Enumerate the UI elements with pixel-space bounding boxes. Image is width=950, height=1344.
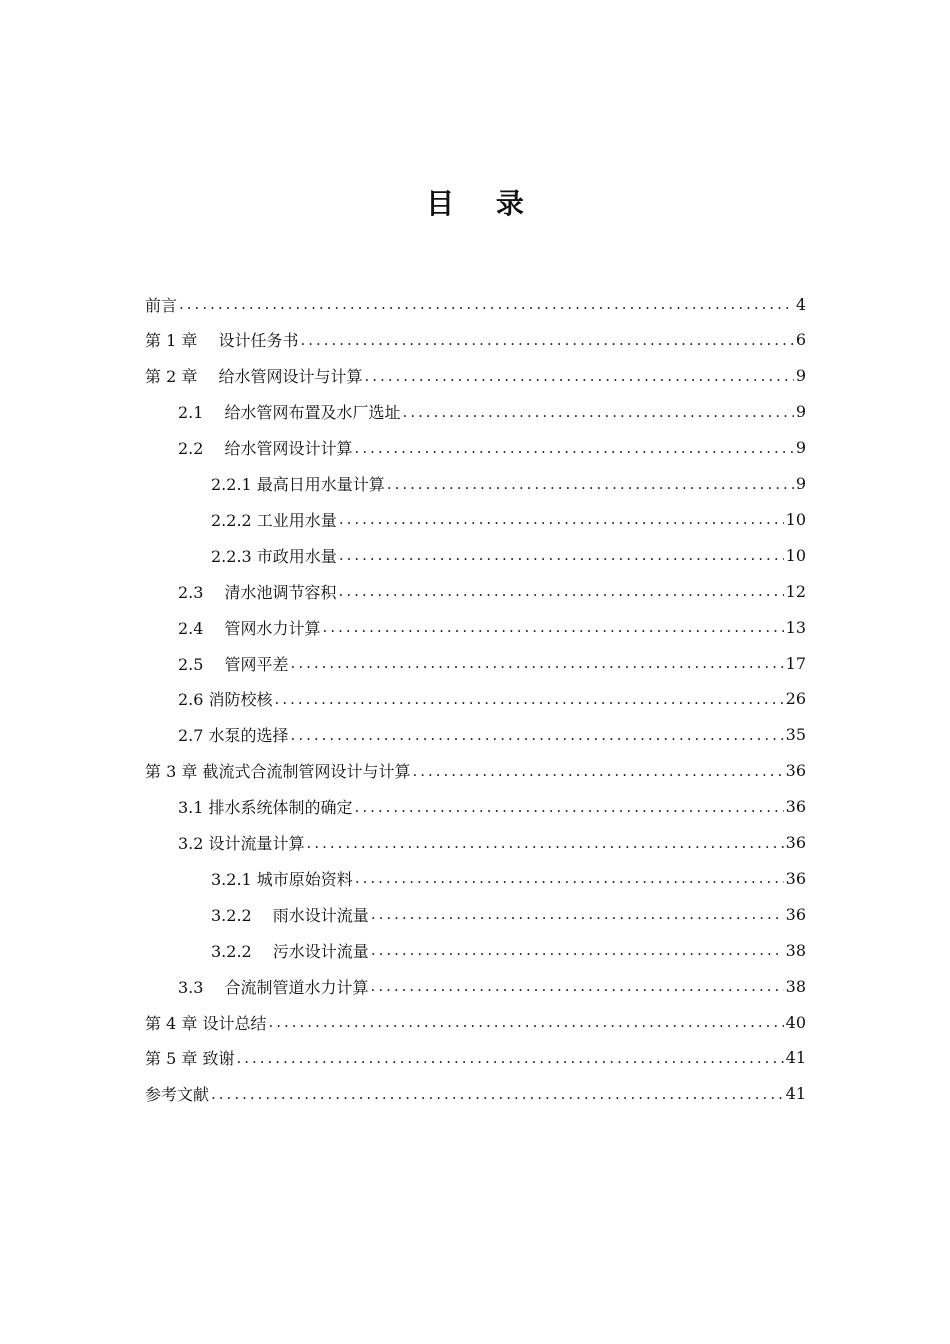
toc-entry-label: 参考文献 bbox=[145, 1085, 210, 1105]
toc-entry-label: 2.2.2 工业用水量 bbox=[211, 510, 337, 530]
toc-entry-label: 3.2 设计流量计算 bbox=[178, 834, 305, 853]
toc-entry-page: 36 bbox=[785, 833, 806, 852]
toc-entry[interactable] bbox=[145, 358, 806, 394]
toc-entry[interactable] bbox=[211, 537, 806, 573]
dot-leader bbox=[236, 1049, 783, 1067]
toc-entry-page: 9 bbox=[795, 402, 806, 422]
dot-leader bbox=[268, 1013, 783, 1031]
dot-leader bbox=[339, 582, 784, 600]
dot-leader bbox=[339, 510, 784, 528]
toc-entry-page: 36 bbox=[785, 761, 806, 781]
dot-leader bbox=[307, 834, 784, 852]
dot-leader bbox=[300, 331, 793, 349]
toc-entry[interactable] bbox=[178, 394, 806, 430]
toc-entry-page: 35 bbox=[785, 725, 806, 745]
toc-entry[interactable] bbox=[178, 825, 806, 861]
toc-entry-page: 36 bbox=[785, 797, 806, 817]
toc-entry-label: 2.5 管网平差 bbox=[178, 654, 289, 674]
dot-leader bbox=[412, 762, 783, 780]
dot-leader bbox=[355, 439, 794, 457]
toc-entry[interactable] bbox=[178, 789, 806, 825]
toc-title: 目 录 bbox=[426, 187, 540, 220]
dot-leader bbox=[339, 546, 784, 564]
toc-entry-label: 第 4 章 设计总结 bbox=[145, 1013, 267, 1033]
dot-leader bbox=[355, 798, 784, 816]
toc-entry-page: 38 bbox=[785, 940, 806, 960]
toc-entry-page: 9 bbox=[795, 366, 806, 386]
toc-entry-page: 41 bbox=[785, 1084, 806, 1104]
toc-entry-label: 第 2 章 给水管网设计与计算 bbox=[145, 367, 363, 387]
toc-entry-page: 9 bbox=[795, 474, 806, 493]
toc-entry[interactable] bbox=[211, 896, 806, 932]
toc-entry[interactable] bbox=[178, 573, 806, 609]
toc-entry-page: 36 bbox=[785, 868, 806, 888]
toc-entry[interactable] bbox=[145, 1076, 806, 1112]
toc-entry-page: 4 bbox=[795, 294, 806, 314]
toc-entry-page: 9 bbox=[795, 438, 806, 458]
dot-leader bbox=[387, 475, 794, 493]
toc-entry[interactable] bbox=[211, 501, 806, 537]
toc-entry[interactable] bbox=[178, 609, 806, 645]
toc-entry-label: 2.2 给水管网设计计算 bbox=[178, 439, 353, 459]
toc-entry-label: 第 1 章 设计任务书 bbox=[145, 331, 299, 351]
dot-leader bbox=[371, 905, 784, 923]
toc-entry-label: 3.2.1 城市原始资料 bbox=[211, 869, 353, 889]
toc-entry-label: 2.7 水泵的选择 bbox=[178, 726, 289, 746]
toc-entry-label: 3.3 合流制管道水力计算 bbox=[178, 977, 369, 997]
toc-entry-page: 38 bbox=[785, 976, 806, 996]
toc-entry[interactable] bbox=[145, 322, 806, 358]
toc-entry-label: 2.1 给水管网布置及水厂选址 bbox=[178, 403, 401, 423]
dot-leader bbox=[275, 690, 784, 708]
toc-entry-page: 6 bbox=[795, 330, 806, 350]
toc-entry-page: 36 bbox=[785, 904, 806, 924]
toc-entry-label: 2.4 管网水力计算 bbox=[178, 618, 321, 638]
toc-entry-label: 3.1 排水系统体制的确定 bbox=[178, 798, 353, 818]
dot-leader bbox=[355, 869, 784, 887]
toc-entry[interactable] bbox=[211, 860, 806, 896]
toc-entry-page: 12 bbox=[785, 581, 806, 601]
toc-entry-label: 2.2.3 市政用水量 bbox=[211, 546, 337, 566]
dot-leader bbox=[323, 618, 784, 636]
toc-entry-label: 2.3 清水池调节容积 bbox=[178, 582, 337, 602]
toc-entry-label: 2.2.1 最高日用水量计算 bbox=[211, 475, 385, 494]
toc-entry[interactable] bbox=[178, 681, 806, 717]
toc-entry-page: 40 bbox=[785, 1012, 806, 1032]
toc-entry[interactable] bbox=[145, 286, 806, 322]
toc-entry-label: 前言 bbox=[145, 295, 178, 315]
toc-entry-page: 10 bbox=[785, 545, 806, 565]
toc-entry-label: 2.6 消防校核 bbox=[178, 690, 273, 710]
toc-entry-page: 41 bbox=[785, 1048, 806, 1068]
toc-entry-label: 第 5 章 致谢 bbox=[145, 1049, 235, 1069]
toc-entry[interactable] bbox=[211, 932, 806, 968]
dot-leader bbox=[211, 1085, 784, 1103]
toc-entry[interactable] bbox=[211, 466, 806, 502]
dot-leader bbox=[179, 295, 794, 313]
dot-leader bbox=[371, 977, 784, 995]
toc-entry[interactable] bbox=[145, 753, 806, 789]
dot-leader bbox=[371, 941, 784, 959]
dot-leader bbox=[403, 403, 794, 421]
toc-entry-label: 3.2.2 雨水设计流量 bbox=[211, 905, 369, 925]
toc-entry[interactable] bbox=[178, 968, 806, 1004]
toc-entry-page: 26 bbox=[785, 689, 806, 709]
toc-entry[interactable] bbox=[178, 430, 806, 466]
toc-entry-label: 3.2.2 污水设计流量 bbox=[211, 941, 369, 961]
toc-entry[interactable] bbox=[145, 1040, 806, 1076]
dot-leader bbox=[291, 726, 784, 744]
toc-entry[interactable] bbox=[178, 717, 806, 753]
toc-entry-page: 17 bbox=[785, 653, 806, 673]
toc-entry-label: 第 3 章 截流式合流制管网设计与计算 bbox=[145, 762, 411, 782]
dot-leader bbox=[291, 654, 784, 672]
toc-entry[interactable] bbox=[145, 1004, 806, 1040]
toc-entry[interactable] bbox=[178, 645, 806, 681]
toc-entry-page: 13 bbox=[785, 617, 806, 637]
dot-leader bbox=[364, 367, 793, 385]
toc-entry-page: 10 bbox=[785, 509, 806, 529]
